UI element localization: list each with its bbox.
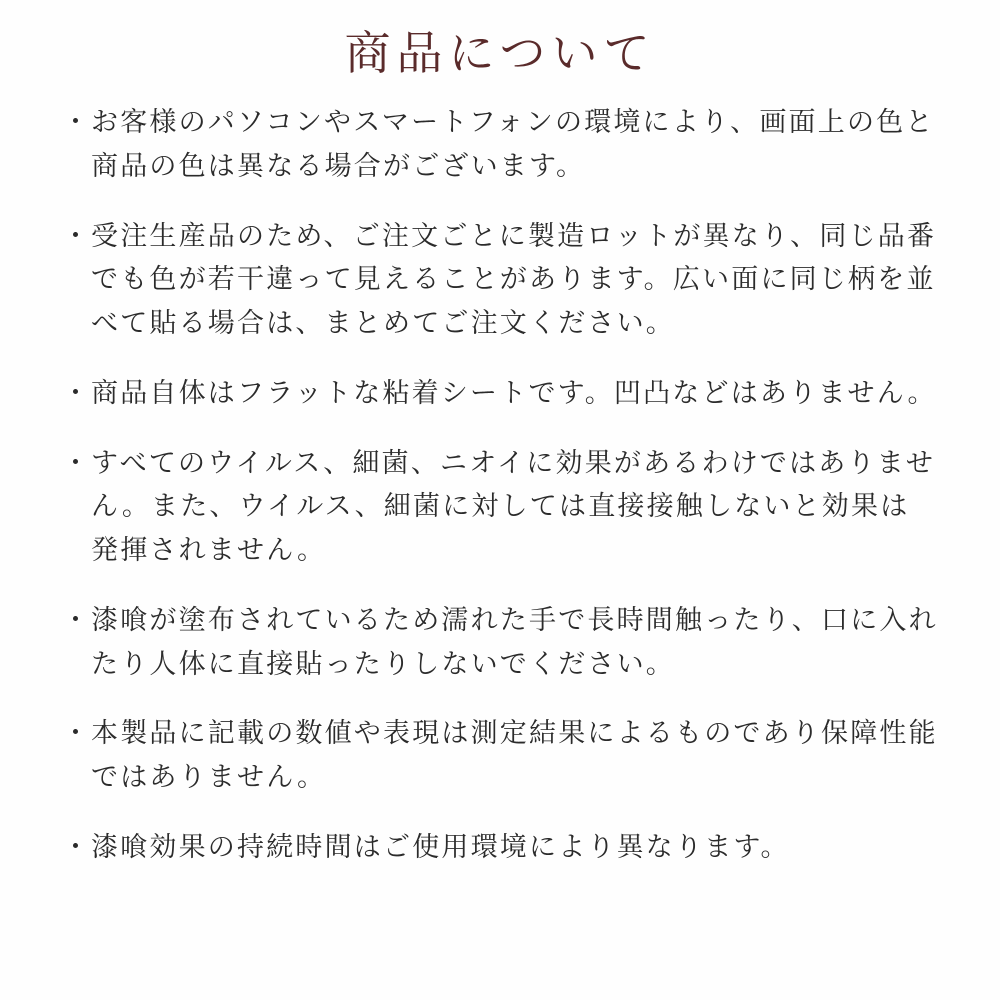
bullet-icon: ・: [62, 220, 89, 251]
list-item: [40, 372, 960, 416]
bullet-icon: ・: [62, 718, 89, 749]
note-text: 商品自体はフラットな粘着シートです。凹凸などはありません。: [91, 377, 937, 408]
note-text: 漆喰効果の持続時間はご使用環境により異なります。: [91, 831, 790, 862]
bullet-icon: ・: [62, 107, 89, 138]
bullet-icon: ・: [62, 447, 89, 478]
list-item: [40, 442, 960, 573]
list-item: [40, 101, 960, 188]
note-text: 本製品に記載の数値や表現は測定結果によるものであり保障性能ではありません。: [91, 718, 938, 792]
note-text: お客様のパソコンやスマートフォンの環境により、画面上の色と商品の色は異なる場合がございます。: [91, 107, 935, 181]
bullet-icon: ・: [62, 831, 89, 862]
list-item: [40, 215, 960, 346]
list-item: [40, 599, 960, 686]
bullet-icon: ・: [62, 377, 89, 408]
note-text: 受注生産品のため、ご注文ごとに製造ロットが異なり、同じ品番でも色が若干違って見えることがあります。広い面に同じ柄を並べて貼る場合は、まとめてご注文ください。: [91, 220, 937, 339]
list-item: [40, 712, 960, 799]
notes-list: [40, 101, 960, 869]
page-title: 商品について: [344, 27, 656, 79]
list-item: [40, 826, 960, 870]
note-text: 漆喰が塗布されているため濡れた手で長時間触ったり、口に入れたり人体に直接貼ったりしないでください。: [91, 604, 938, 679]
note-text: すべてのウイルス、細菌、ニオイに効果があるわけではありません。また、ウイルス、細菌に対しては直接接触しないと効果は発揮されません。: [91, 447, 936, 566]
bullet-icon: ・: [62, 604, 89, 635]
